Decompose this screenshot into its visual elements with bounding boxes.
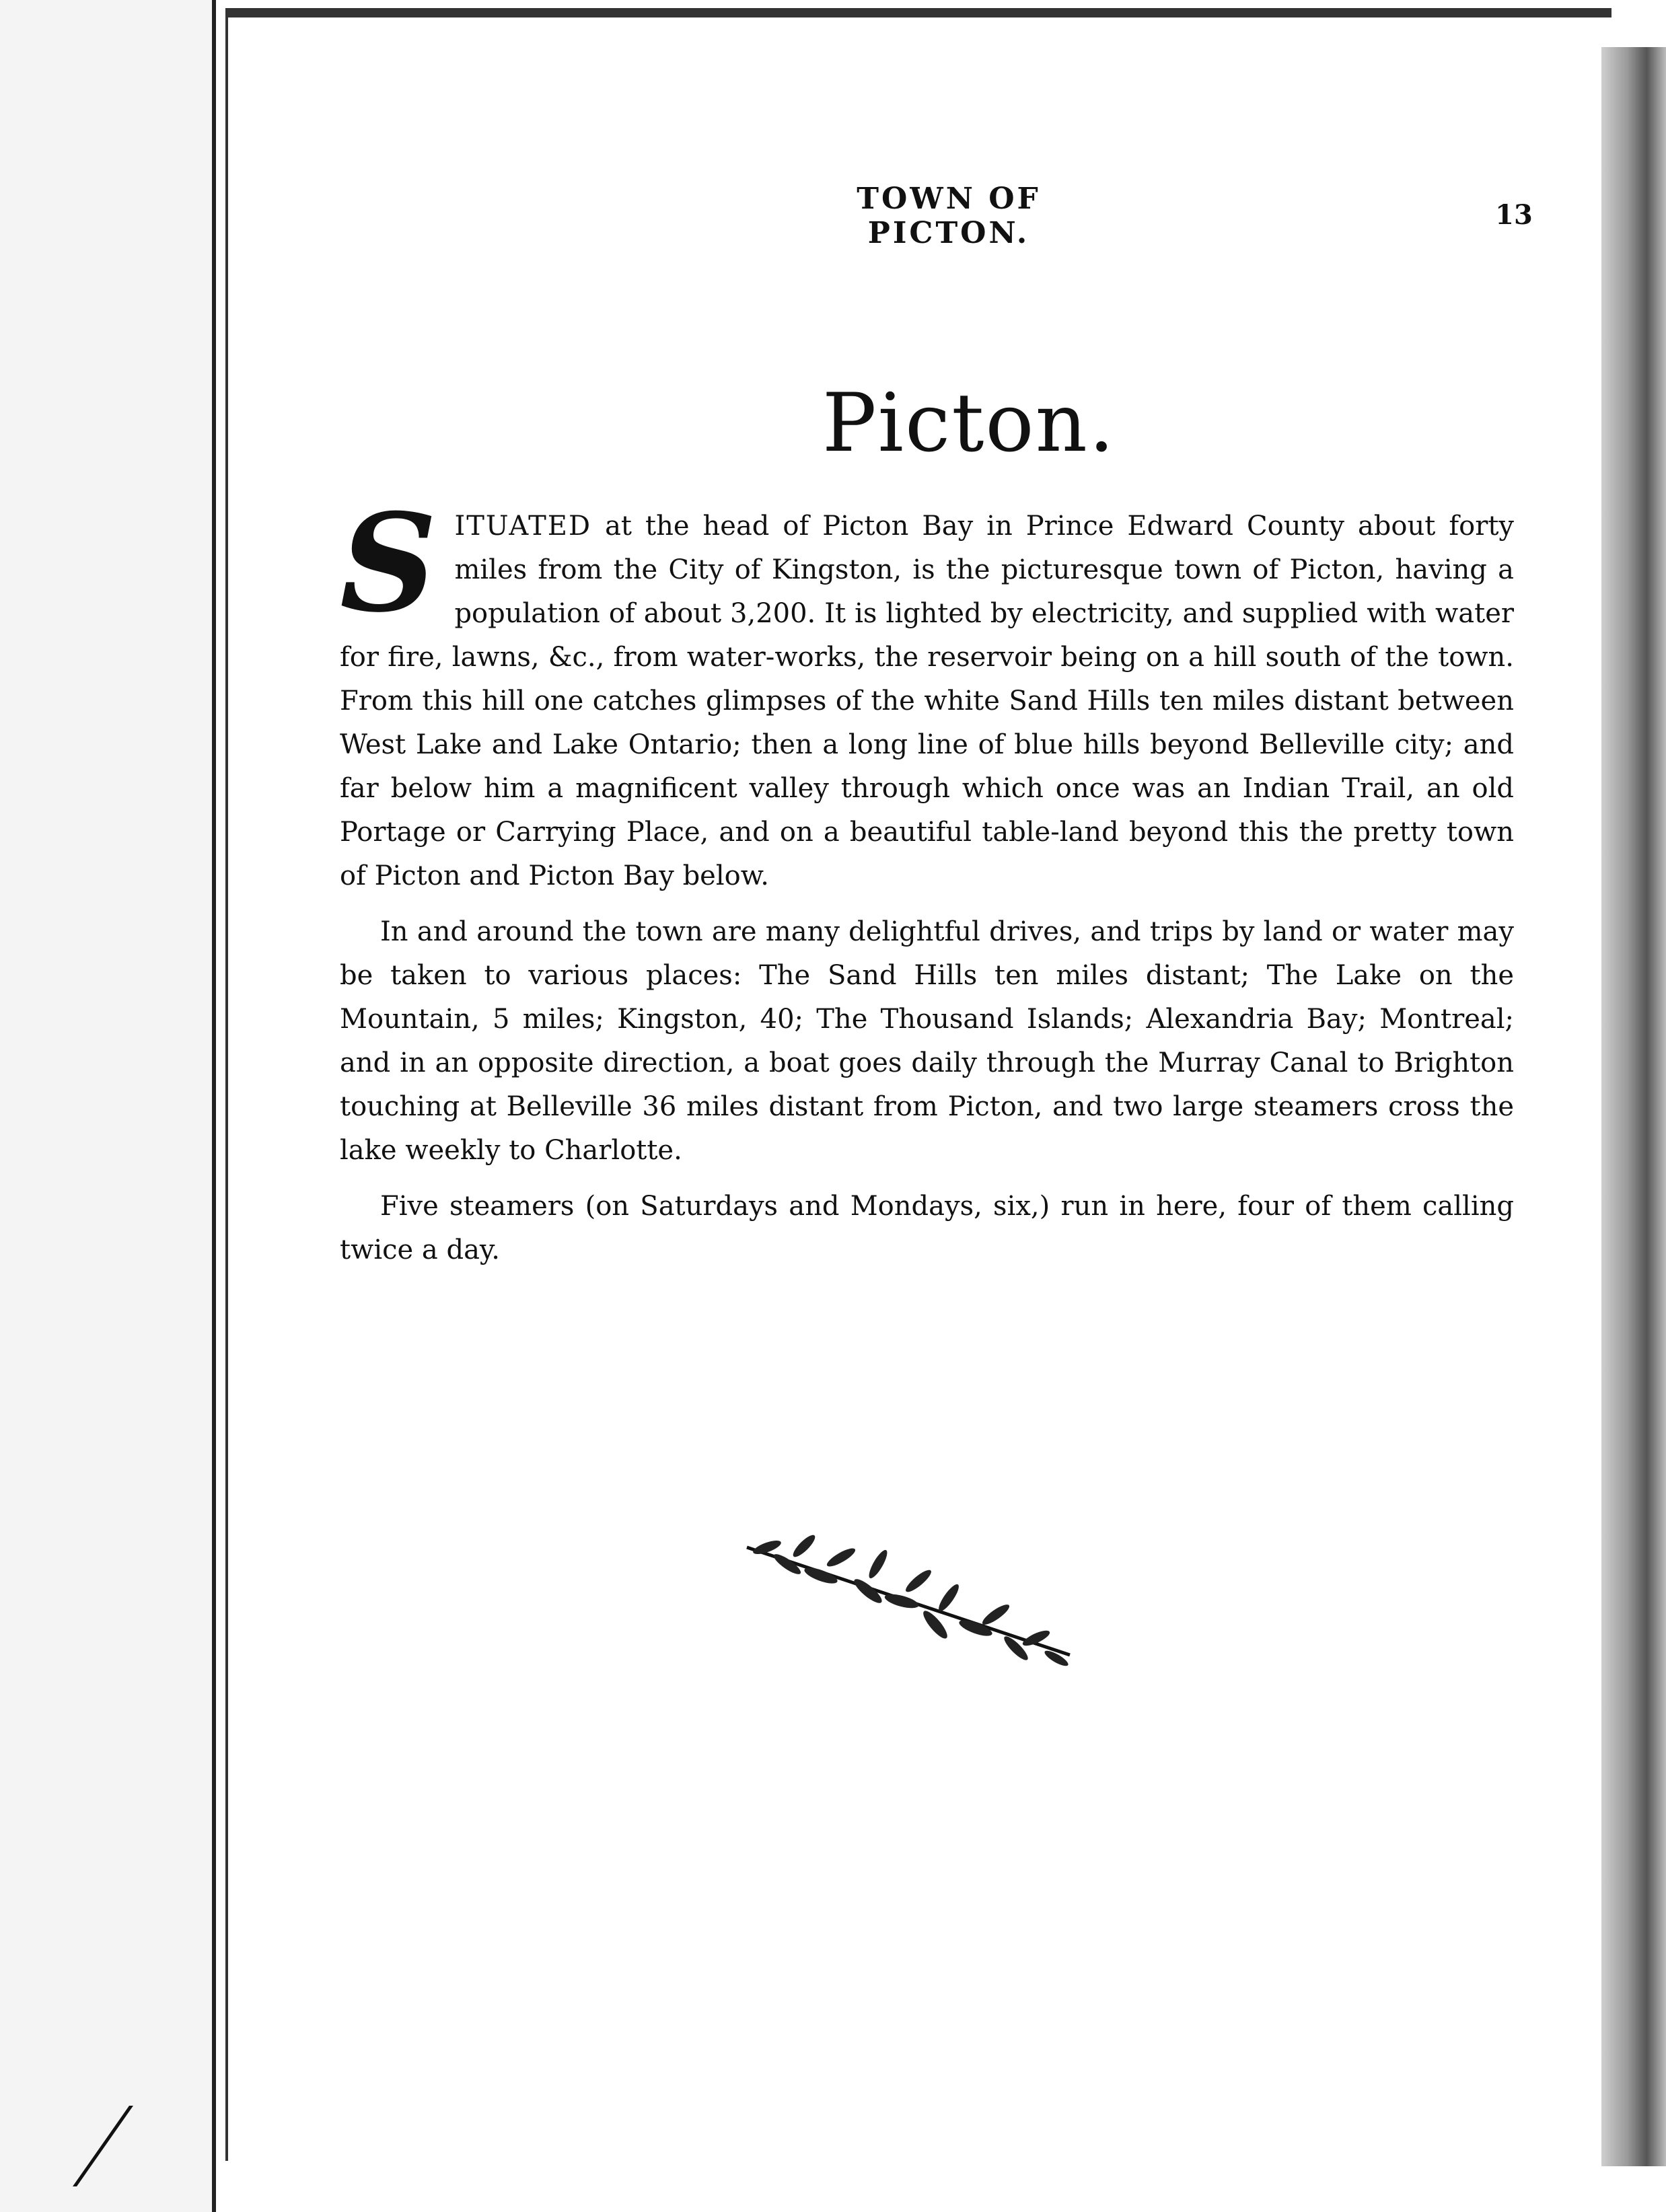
paragraph-1-lead: ITUATED bbox=[454, 511, 592, 542]
page-number: 13 bbox=[1495, 199, 1533, 231]
page-stack-edge bbox=[1601, 47, 1666, 2166]
body-text bbox=[340, 484, 1515, 1284]
drop-cap: S bbox=[340, 484, 437, 642]
paragraph-3: Five steamers (on Saturdays and Mondays, six,) run in here, four of them calling twice a day. bbox=[340, 1191, 1514, 1265]
leafy-branch-ornament bbox=[740, 1527, 1077, 1675]
paragraph-2: In and around the town are many delightful drives, and trips by land or water may be taken to various places: The Sand Hills ten miles distant; The Lake on the Mountain, 5 miles; Kingston, 40; The Thousand Islands; Alexandria Bay; Montreal; and in an opposite direction, a boat goes daily through the Murray Canal to Brighton touching at Belleville 36 miles distant from Picton, and two large steamers cross the lake weekly to Charlotte. bbox=[340, 916, 1514, 1166]
facing-page-edge bbox=[0, 0, 216, 2212]
paragraph-1 bbox=[340, 484, 1515, 898]
running-head: TOWN OF PICTON. bbox=[857, 182, 1041, 250]
corner-mark bbox=[73, 2106, 194, 2186]
page-title: Picton. bbox=[822, 377, 1116, 470]
paragraph-1-text: at the head of Picton Bay in Prince Edward County about forty miles from the City of Kingston, is the picturesque town of Picton, having a population of about 3,200. It is lighted by electricity, and supplied with water for fire, lawns, &c., from water-works, the reservoir being on a hill south of the town. From this hill one catches glimpses of the white Sand Hills ten miles distant between West Lake and Lake Ontario; then a long line of blue hills beyond Belleville city; and far below him a magnificent valley through which once was an Indian Trail, an old Portage or Carrying Place, and on a beautiful table-land beyond this the pretty town of Picton and Picton Bay below. bbox=[340, 511, 1515, 891]
